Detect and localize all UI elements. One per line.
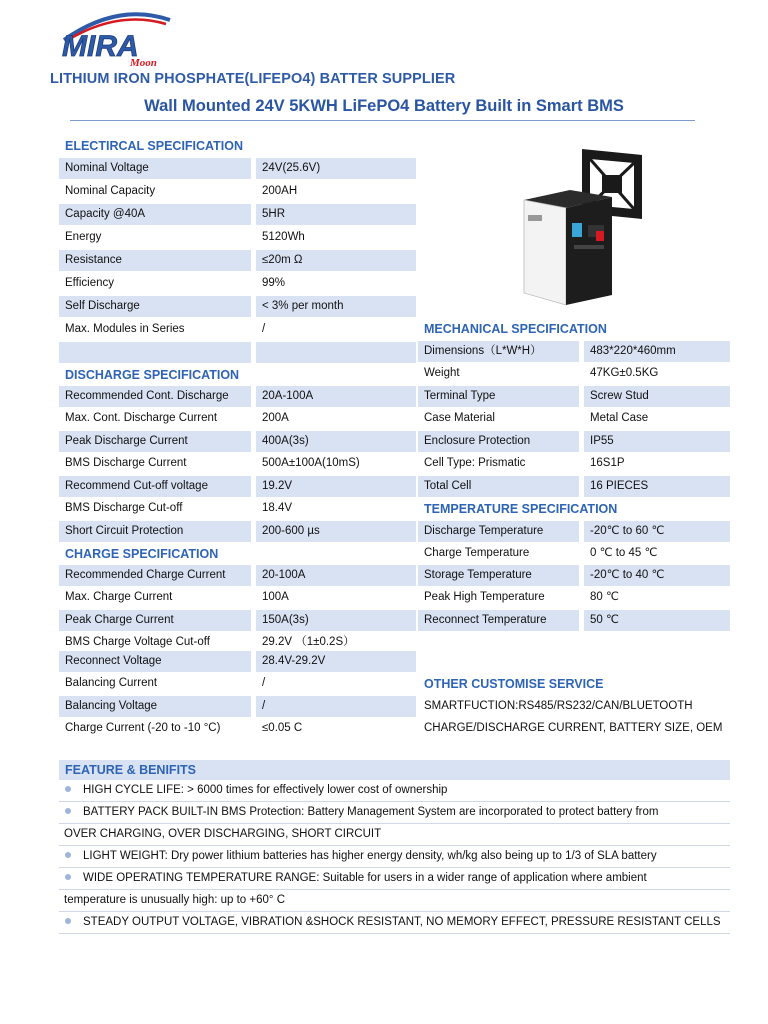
customise-heading: OTHER CUSTOMISE SERVICE (424, 677, 604, 691)
electrical-label: Max. Modules in Series (65, 323, 185, 335)
features-list (59, 780, 730, 934)
discharge-value: 20A-100A (256, 386, 416, 407)
feature-item-continued (59, 824, 730, 846)
charge-value: 28.4V-29.2V (256, 651, 416, 672)
electrical-value: < 3% per month (256, 296, 416, 317)
feature-text: temperature is unusually high: up to +60° C (64, 894, 285, 906)
electrical-value: 99% (262, 277, 286, 289)
discharge-label: BMS Discharge Cut-off (65, 502, 183, 514)
temperature-value: -20℃ to 40 ℃ (584, 565, 730, 586)
bullet-icon (65, 808, 71, 814)
bullet-icon (65, 874, 71, 880)
feature-item (59, 846, 730, 868)
feature-text: LIGHT WEIGHT: Dry power lithium batteries has higher energy density, wh/kg also being up to 1/3 of SLA battery (83, 850, 657, 862)
electrical-heading: ELECTIRCAL SPECIFICATION (65, 139, 244, 153)
charge-label: Reconnect Voltage (59, 651, 251, 672)
mechanical-label: Dimensions（L*W*H） (418, 341, 579, 362)
discharge-label: Short Circuit Protection (59, 521, 251, 542)
temperature-heading: TEMPERATURE SPECIFICATION (424, 502, 618, 516)
mechanical-label: Case Material (424, 412, 495, 424)
bullet-icon (65, 852, 71, 858)
electrical-value: 200AH (262, 185, 298, 197)
temperature-label: Storage Temperature (418, 565, 579, 586)
discharge-label: BMS Discharge Current (65, 457, 187, 469)
electrical-label: Self Discharge (59, 296, 251, 317)
mechanical-label: Terminal Type (418, 386, 579, 407)
temperature-label: Discharge Temperature (418, 521, 579, 542)
discharge-value: 19.2V (256, 476, 416, 497)
mechanical-label: Weight (424, 367, 460, 379)
mechanical-value: Screw Stud (584, 386, 730, 407)
battery-product-image (516, 145, 666, 310)
discharge-value: 18.4V (262, 502, 293, 514)
electrical-value: / (262, 323, 266, 335)
feature-item-continued (59, 890, 730, 912)
charge-value: ≤0.05 C (262, 722, 303, 734)
temperature-label: Charge Temperature (424, 547, 530, 559)
mechanical-value: 483*220*460mm (584, 341, 730, 362)
feature-item (59, 912, 730, 934)
charge-value: 100A (262, 591, 289, 603)
supplier-subtitle: LITHIUM IRON PHOSPHATE(LIFEPO4) BATTER SUPPLIER (50, 71, 456, 87)
customise-line: SMARTFUCTION:RS485/RS232/CAN/BLUETOOTH (424, 700, 693, 712)
customise-line: CHARGE/DISCHARGE CURRENT, BATTERY SIZE, OEM (424, 722, 723, 734)
electrical-label (59, 342, 251, 363)
mechanical-label: Total Cell (418, 476, 579, 497)
charge-label: Balancing Voltage (59, 696, 251, 717)
electrical-value: 5HR (256, 204, 416, 225)
mechanical-value: Metal Case (590, 412, 649, 424)
mechanical-value: 47KG±0.5KG (590, 367, 659, 379)
electrical-value (256, 342, 416, 363)
logo-text: MIRA (62, 30, 139, 63)
discharge-value: 500A±100A(10mS) (262, 457, 360, 469)
feature-text: STEADY OUTPUT VOLTAGE, VIBRATION &SHOCK RESISTANT, NO MEMORY EFFECT, PRESSURE RESISTANT CELLS (83, 916, 721, 928)
temperature-label: Reconnect Temperature (418, 610, 579, 631)
mechanical-value: IP55 (584, 431, 730, 452)
electrical-label: Energy (65, 231, 102, 243)
electrical-value: 24V(25.6V) (256, 158, 416, 179)
temperature-value: 80 ℃ (590, 591, 619, 603)
brand-logo (58, 6, 178, 68)
electrical-label: Resistance (59, 250, 251, 271)
feature-item (59, 780, 730, 802)
discharge-value: 400A(3s) (256, 431, 416, 452)
temperature-value: 0 ℃ to 45 ℃ (590, 547, 658, 559)
bullet-icon (65, 786, 71, 792)
feature-item (59, 802, 730, 824)
charge-value: 150A(3s) (256, 610, 416, 631)
electrical-label: Capacity @40A (59, 204, 251, 225)
charge-value: 29.2V （1±0.2S） (262, 636, 355, 648)
discharge-label: Peak Discharge Current (59, 431, 251, 452)
temperature-value: 50 ℃ (584, 610, 730, 631)
discharge-value: 200A (262, 412, 289, 424)
charge-label: Recommended Charge Current (59, 565, 251, 586)
mechanical-value: 16 PIECES (584, 476, 730, 497)
electrical-value: 5120Wh (262, 231, 305, 243)
charge-value: 20-100A (256, 565, 416, 586)
electrical-value: ≤20m Ω (256, 250, 416, 271)
charge-label: Charge Current (-20 to -10 °C) (65, 722, 221, 734)
charge-label: Peak Charge Current (59, 610, 251, 631)
mechanical-label: Cell Type: Prismatic (424, 457, 526, 469)
title-divider (70, 120, 695, 121)
charge-value: / (262, 677, 266, 689)
electrical-label: Efficiency (65, 277, 115, 289)
charge-label: BMS Charge Voltage Cut-off (65, 636, 210, 648)
temperature-value: -20℃ to 60 ℃ (584, 521, 730, 542)
mechanical-label: Enclosure Protection (418, 431, 579, 452)
discharge-label: Recommend Cut-off voltage (59, 476, 251, 497)
logo-sub: Moon (130, 57, 157, 68)
page-title: Wall Mounted 24V 5KWH LiFePO4 Battery Built in Smart BMS (144, 97, 624, 115)
discharge-label: Max. Cont. Discharge Current (65, 412, 218, 424)
electrical-label: Nominal Capacity (65, 185, 156, 197)
discharge-label: Recommended Cont. Discharge (59, 386, 251, 407)
feature-text: BATTERY PACK BUILT-IN BMS Protection: Battery Management System are incorporated to protect battery from (83, 806, 659, 818)
charge-label: Balancing Current (65, 677, 158, 689)
charge-heading: CHARGE SPECIFICATION (65, 547, 219, 561)
discharge-heading: DISCHARGE SPECIFICATION (65, 368, 240, 382)
feature-text: HIGH CYCLE LIFE: > 6000 times for effectively lower cost of ownership (83, 784, 448, 796)
mechanical-value: 16S1P (590, 457, 625, 469)
features-heading: FEATURE & BENIFITS (59, 760, 730, 780)
feature-text: OVER CHARGING, OVER DISCHARGING, SHORT CIRCUIT (64, 828, 382, 840)
feature-text: WIDE OPERATING TEMPERATURE RANGE: Suitable for users in a wider range of application where ambient (83, 872, 647, 884)
charge-value: / (256, 696, 416, 717)
electrical-label: Nominal Voltage (59, 158, 251, 179)
charge-label: Max. Charge Current (65, 591, 173, 603)
discharge-value: 200-600 µs (256, 521, 416, 542)
feature-item (59, 868, 730, 890)
temperature-label: Peak High Temperature (424, 591, 545, 603)
bullet-icon (65, 918, 71, 924)
mechanical-heading: MECHANICAL SPECIFICATION (424, 322, 607, 336)
